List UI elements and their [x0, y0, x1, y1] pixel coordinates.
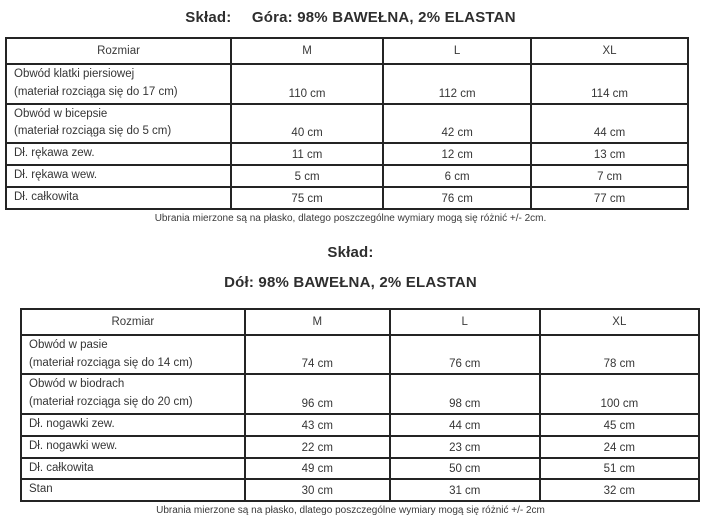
measurement-cell: 5 cm [231, 165, 383, 187]
row-label [21, 335, 245, 375]
measurement-cell: 49 cm [245, 458, 390, 480]
top-title-composition: Góra: 98% BAWEŁNA, 2% ELASTAN [251, 9, 516, 26]
measurement-cell: 11 cm [231, 143, 383, 165]
row-label [21, 479, 245, 501]
measurement-cell: 42 cm [383, 104, 531, 144]
bottom-table-note: Ubrania mierzone są na płasko, dlatego poszczególne wymiary mogą się różnić +/- 2cm [156, 505, 545, 516]
bottom-title-sklad-label: Skład: [327, 243, 374, 261]
top-size-table-body [6, 64, 688, 209]
measurement-cell: 100 cm [540, 374, 699, 414]
table-row [6, 187, 688, 209]
measurement-cell: 23 cm [390, 436, 540, 458]
measurement-cell: 51 cm [540, 458, 699, 480]
top-size-table [5, 37, 689, 210]
row-label-line2: (materiał rozciąga się do 17 cm) [14, 85, 178, 98]
row-label [6, 187, 231, 209]
row-label-line1: Obwód w biodrach [29, 378, 125, 391]
row-label-line1: Obwód w bicepsie [14, 107, 108, 120]
measurement-cell: 76 cm [383, 187, 531, 209]
measurement-cell: 98 cm [390, 374, 540, 414]
row-label-line2: (materiał rozciąga się do 14 cm) [29, 356, 193, 369]
measurement-cell: 30 cm [245, 479, 390, 501]
table-row [21, 414, 699, 436]
row-label-line2: (materiał rozciąga się do 5 cm) [14, 125, 172, 138]
measurement-cell: 31 cm [390, 479, 540, 501]
measurement-cell: 75 cm [231, 187, 383, 209]
table-row [21, 479, 699, 501]
measurement-cell: 114 cm [531, 64, 688, 104]
row-label [6, 143, 231, 165]
row-label-line1: Dł. rękawa wew. [14, 169, 98, 182]
measurement-cell: 44 cm [390, 414, 540, 436]
measurement-cell: 22 cm [245, 436, 390, 458]
row-label-line1: Dł. całkowita [14, 190, 79, 203]
measurement-cell: 43 cm [245, 414, 390, 436]
column-header: L [390, 309, 540, 335]
top-title-sklad-label: Skład: [185, 9, 232, 26]
row-label [21, 436, 245, 458]
top-title [0, 0, 701, 26]
measurement-cell: 76 cm [390, 335, 540, 375]
row-label [21, 374, 245, 414]
measurement-cell: 77 cm [531, 187, 688, 209]
top-size-table-head [6, 38, 688, 64]
row-label [21, 458, 245, 480]
measurement-cell: 74 cm [245, 335, 390, 375]
table-row [21, 458, 699, 480]
table-row [21, 335, 699, 375]
measurement-cell: 40 cm [231, 104, 383, 144]
column-header: XL [531, 38, 688, 64]
measurement-cell: 12 cm [383, 143, 531, 165]
table-row [21, 436, 699, 458]
header-row [21, 309, 699, 335]
column-header: XL [540, 309, 699, 335]
top-table-note: Ubrania mierzone są na płasko, dlatego poszczególne wymiary mogą się różnić +/- 2cm. [154, 212, 547, 224]
row-label-line1: Dł. nogawki wew. [29, 439, 118, 452]
column-header: Rozmiar [6, 38, 231, 64]
column-header: Rozmiar [21, 309, 245, 335]
column-header: L [383, 38, 531, 64]
table-row [6, 165, 688, 187]
column-header: M [231, 38, 383, 64]
measurement-cell: 45 cm [540, 414, 699, 436]
table-row [21, 374, 699, 414]
bottom-size-table [20, 308, 700, 503]
bottom-title-composition: Dół: 98% BAWEŁNA, 2% ELASTAN [224, 273, 477, 291]
table-row [6, 143, 688, 165]
measurement-cell: 110 cm [231, 64, 383, 104]
row-label-line1: Obwód w pasie [29, 338, 108, 351]
row-label [21, 414, 245, 436]
table-row [6, 104, 688, 144]
bottom-title-composition-line [0, 274, 701, 291]
bottom-size-table-body [21, 335, 699, 502]
column-header: M [245, 309, 390, 335]
bottom-size-table-head [21, 309, 699, 335]
row-label-line1: Stan [29, 483, 53, 496]
measurement-cell: 13 cm [531, 143, 688, 165]
row-label-line1: Dł. nogawki zew. [29, 417, 115, 430]
measurement-cell: 50 cm [390, 458, 540, 480]
row-label [6, 165, 231, 187]
measurement-cell: 7 cm [531, 165, 688, 187]
measurement-cell: 78 cm [540, 335, 699, 375]
row-label-line1: Dł. rękawa zew. [14, 147, 95, 160]
row-label-line2: (materiał rozciąga się do 20 cm) [29, 396, 193, 409]
bottom-title-sklad [0, 244, 701, 261]
measurement-cell: 6 cm [383, 165, 531, 187]
row-label [6, 64, 231, 104]
measurement-cell: 44 cm [531, 104, 688, 144]
measurement-cell: 32 cm [540, 479, 699, 501]
row-label-line1: Dł. całkowita [29, 461, 94, 474]
row-label [6, 104, 231, 144]
table-row [6, 64, 688, 104]
measurement-cell: 96 cm [245, 374, 390, 414]
row-label-line1: Obwód klatki piersiowej [14, 68, 135, 80]
measurement-cell: 24 cm [540, 436, 699, 458]
measurement-cell: 112 cm [383, 64, 531, 104]
header-row [6, 38, 688, 64]
